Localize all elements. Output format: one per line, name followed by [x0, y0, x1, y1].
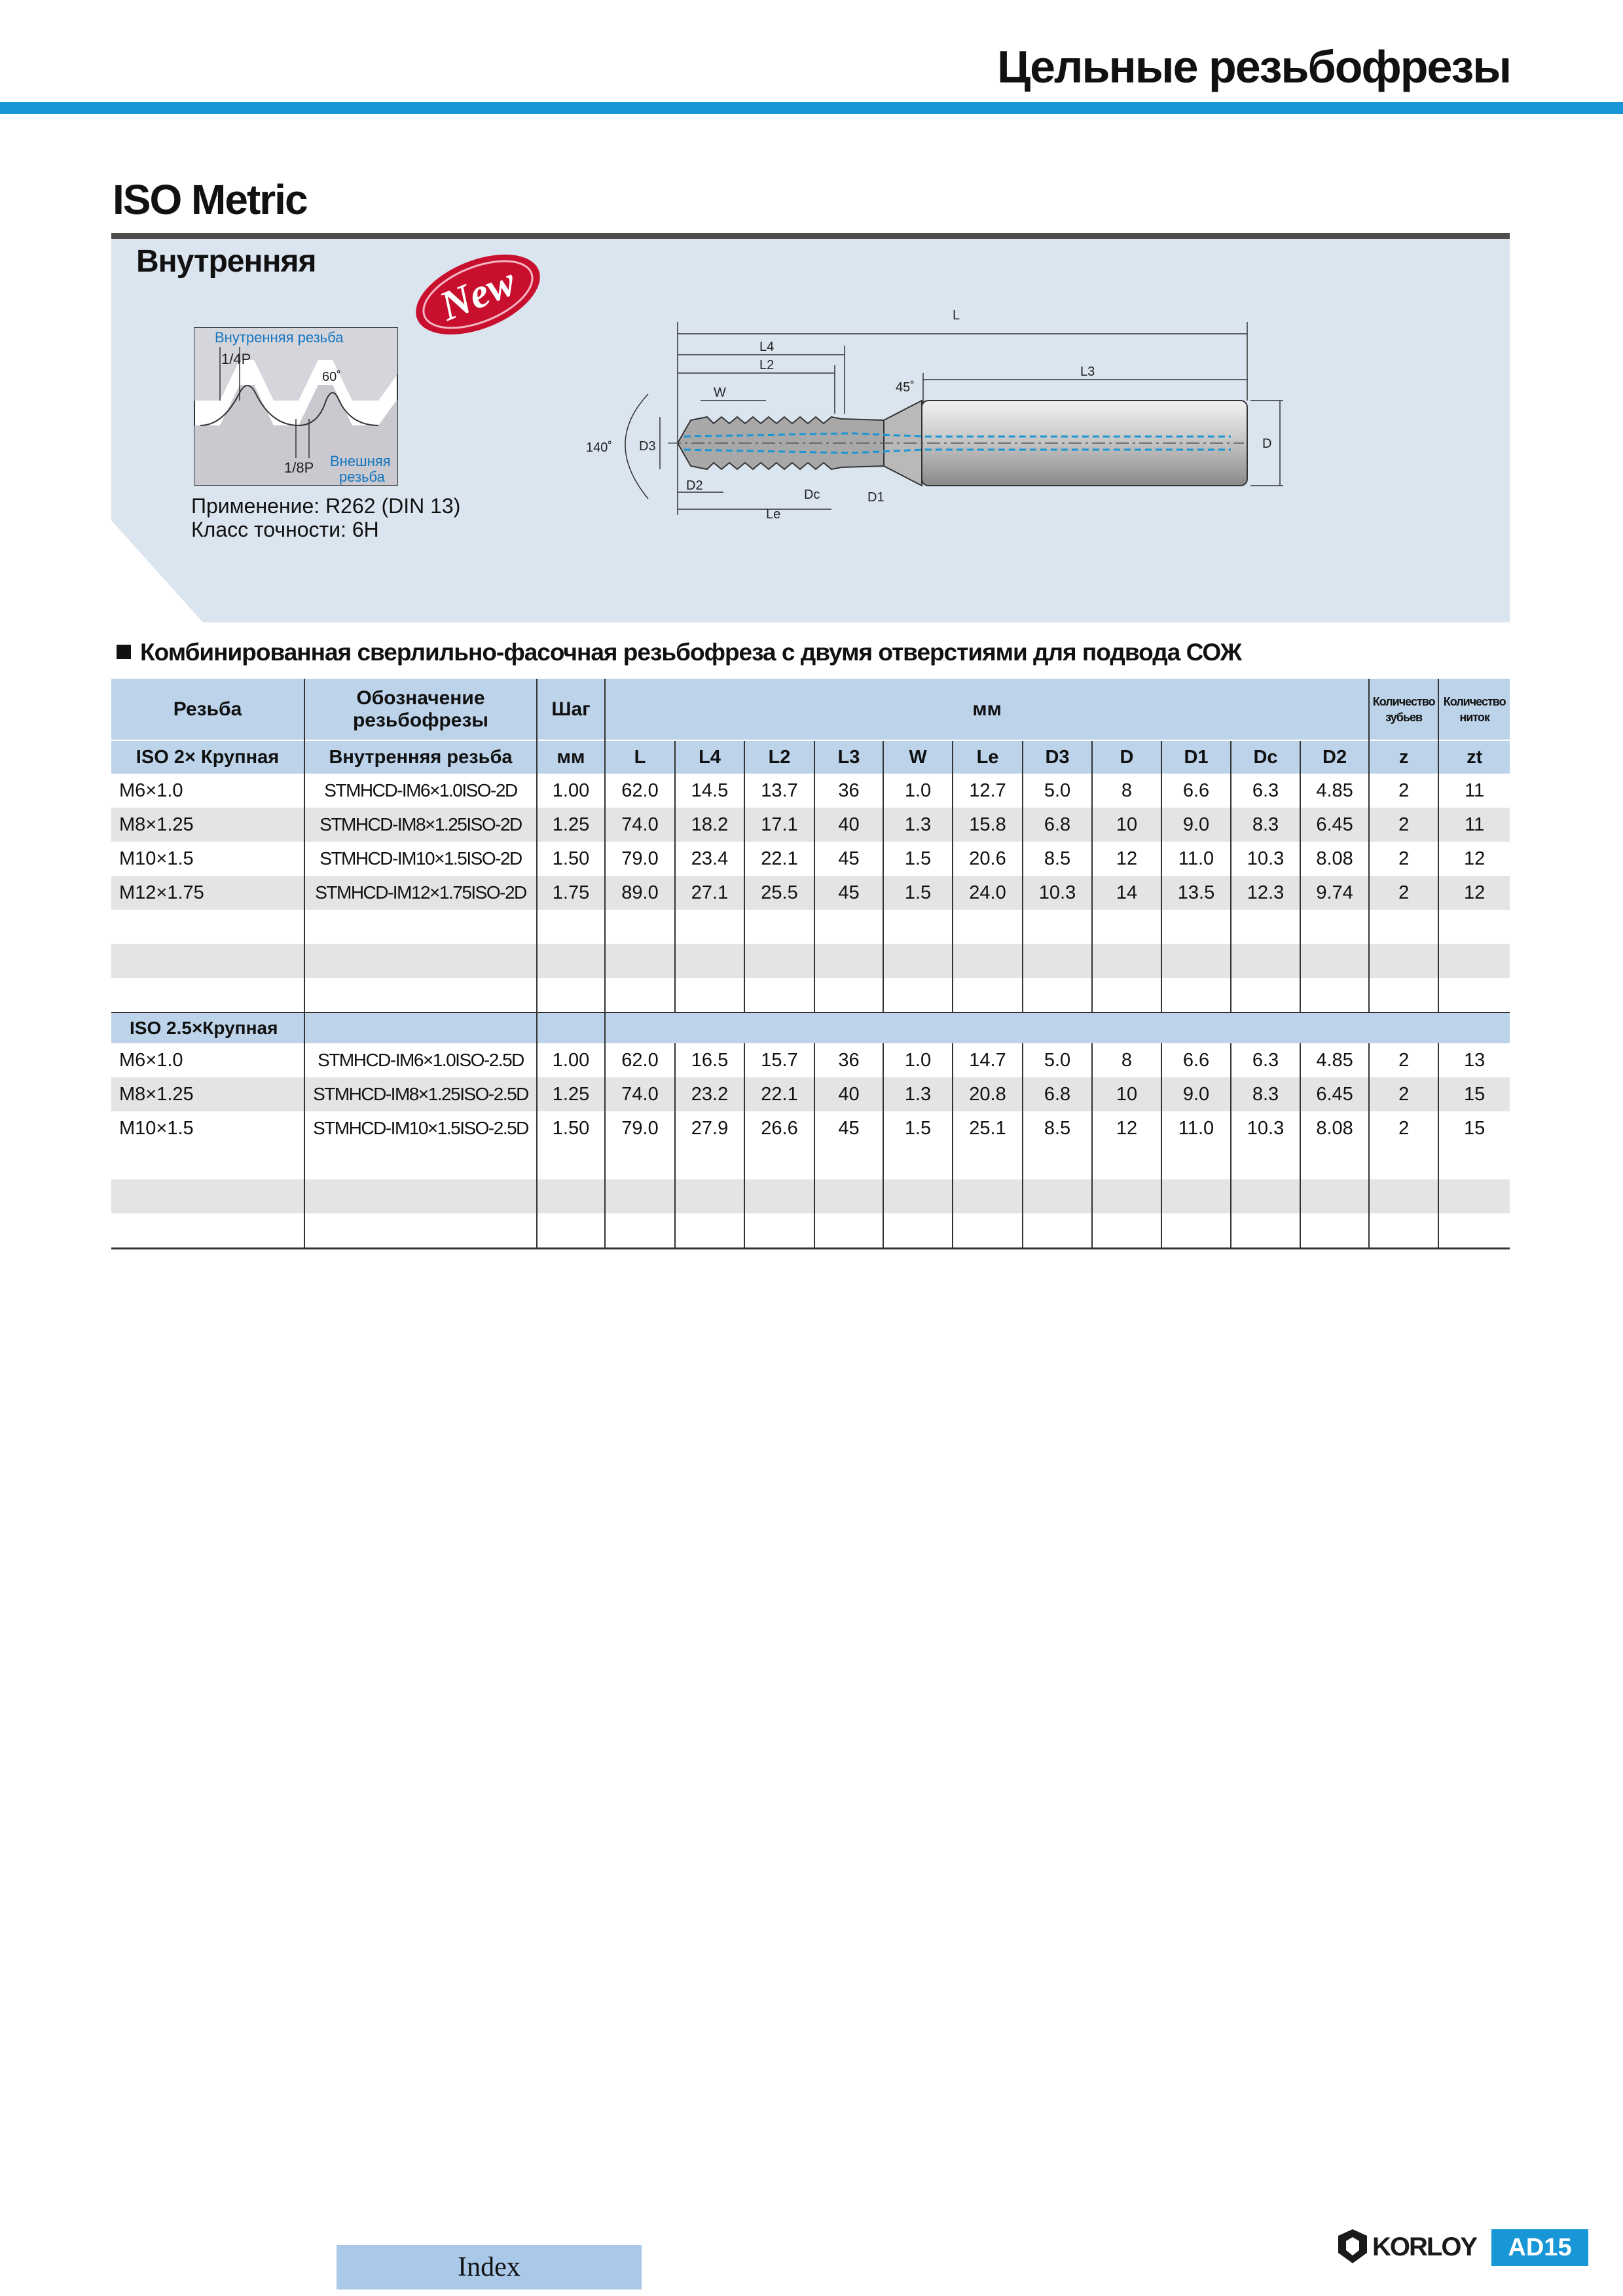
col-Dc: Dc	[1231, 740, 1300, 774]
header-thread: Резьба	[111, 679, 304, 740]
cell-value: 9.0	[1161, 808, 1231, 842]
cell-thread: M6×1.0	[119, 780, 183, 801]
cell-value: 22.1	[744, 842, 814, 876]
cell-thread: M6×1.0	[119, 1049, 183, 1071]
cell-designation: STMHCD-IM8×1.25ISO-2.5D	[304, 1077, 537, 1111]
cell-value	[1300, 1145, 1369, 1179]
col-zt: zt	[1438, 740, 1510, 774]
cell-value	[1300, 1213, 1369, 1249]
cell-value: 10	[1092, 808, 1161, 842]
cell-value	[744, 910, 814, 944]
cell-designation	[304, 978, 537, 1013]
table-row	[111, 808, 1510, 842]
group-cell	[537, 1013, 605, 1043]
cell-value: 27.1	[675, 876, 744, 910]
cell-value	[883, 1145, 953, 1179]
cell-value: 6.6	[1161, 774, 1231, 808]
cell-value: 22.1	[744, 1077, 814, 1111]
application-text: Применение: R262 (DIN 13)	[191, 494, 461, 518]
thread-profile-diagram	[194, 327, 398, 486]
cell-value: 2	[1369, 1043, 1438, 1077]
cell-value: 1.25	[537, 808, 605, 842]
dim-L: L	[953, 308, 960, 323]
cell-value	[953, 1179, 1023, 1213]
cell-value	[1023, 1213, 1092, 1249]
cell-value: 4.85	[1300, 1043, 1369, 1077]
cell-value: 20.6	[953, 842, 1023, 876]
dim-L2: L2	[759, 358, 775, 372]
cell-value	[953, 944, 1023, 978]
header-teeth: Количество зубьев	[1369, 679, 1438, 740]
korloy-logo	[1333, 2227, 1484, 2266]
cell-designation: STMHCD-IM6×1.0ISO-2.5D	[304, 1043, 537, 1077]
cell-value: 23.4	[675, 842, 744, 876]
cell-value	[1161, 1145, 1231, 1179]
cell-value: 1.3	[883, 808, 953, 842]
table-row	[111, 910, 1510, 944]
cell-value: 27.9	[675, 1111, 744, 1145]
table-row	[111, 1077, 1510, 1111]
cell-value	[537, 910, 605, 944]
cell-value: 20.8	[953, 1077, 1023, 1111]
cell-value: 2	[1369, 842, 1438, 876]
cell-value: 1.75	[537, 876, 605, 910]
cell-value	[537, 978, 605, 1013]
label-internal-thread: Внутренняя резьба	[215, 329, 344, 346]
dim-140: 140˚	[586, 440, 613, 455]
cell-value: 15.8	[953, 808, 1023, 842]
cell-value: 6.45	[1300, 808, 1369, 842]
cell-value: 1.5	[883, 1111, 953, 1145]
cell-value	[1438, 978, 1510, 1013]
cell-value	[953, 1145, 1023, 1179]
cell-value	[1161, 1179, 1231, 1213]
cell-value: 14	[1092, 876, 1161, 910]
cell-value: 89.0	[605, 876, 675, 910]
cell-value: 11	[1438, 808, 1510, 842]
cell-thread: M8×1.25	[111, 1077, 304, 1111]
header-threads: Количество ниток	[1438, 679, 1510, 740]
cell-value	[1369, 1145, 1438, 1179]
cell-value: 15.7	[744, 1043, 814, 1077]
cell-value: 45	[814, 842, 883, 876]
cell-value: 1.50	[537, 842, 605, 876]
col-D: D	[1092, 740, 1161, 774]
cell-thread: M8×1.25	[111, 808, 304, 842]
cell-value	[1161, 944, 1231, 978]
cell-value	[744, 1145, 814, 1179]
cell-value: 13.7	[744, 774, 814, 808]
cell-value	[1023, 1145, 1092, 1179]
cell-value: 1.00	[537, 1043, 605, 1077]
cell-value: 6.3	[1231, 774, 1300, 808]
cell-value: 8.08	[1300, 1111, 1369, 1145]
cell-value: 18.2	[675, 808, 744, 842]
cell-designation: STMHCD-IM10×1.5ISO-2D	[304, 842, 537, 876]
cell-designation	[304, 1213, 537, 1249]
subheader-pitch-unit: мм	[537, 740, 605, 774]
cell-value: 6.45	[1300, 1077, 1369, 1111]
cell-thread	[111, 1213, 304, 1249]
cell-value: 8.3	[1231, 1077, 1300, 1111]
cell-value: 2	[1369, 774, 1438, 808]
header-pitch: Шаг	[537, 679, 605, 740]
cell-value	[1092, 1145, 1161, 1179]
cell-value: 9.0	[1161, 1077, 1231, 1111]
header-mm: мм	[605, 679, 1369, 740]
cell-designation	[304, 910, 537, 944]
cell-thread	[111, 1145, 304, 1179]
table-row	[111, 876, 1510, 910]
cell-value	[1161, 910, 1231, 944]
cell-value	[744, 944, 814, 978]
table-group-row	[111, 1013, 1510, 1043]
cell-value: 36	[814, 1043, 883, 1077]
cell-value: 1.50	[537, 1111, 605, 1145]
cell-value	[744, 1213, 814, 1249]
cell-value	[814, 978, 883, 1013]
cell-value	[675, 910, 744, 944]
cell-value	[953, 910, 1023, 944]
dim-D: D	[1262, 437, 1272, 451]
cell-value	[1161, 978, 1231, 1013]
cell-value: 2	[1369, 808, 1438, 842]
cell-value	[1023, 1179, 1092, 1213]
cell-value: 2	[1369, 876, 1438, 910]
col-L: L	[605, 740, 675, 774]
cell-value: 74.0	[605, 808, 675, 842]
cell-thread	[111, 910, 304, 944]
cell-value	[1231, 1179, 1300, 1213]
cell-value: 5.0	[1023, 1043, 1092, 1077]
col-D1: D1	[1161, 740, 1231, 774]
cell-value: 1.5	[883, 876, 953, 910]
cell-value: 1.25	[537, 1077, 605, 1111]
cell-value	[1023, 910, 1092, 944]
cell-value: 13	[1438, 1043, 1510, 1077]
cell-value: 1.0	[883, 774, 953, 808]
label-external-thread-1: Внешняя	[330, 453, 391, 469]
cell-value: 36	[814, 774, 883, 808]
index-link[interactable]: Index	[337, 2245, 642, 2289]
cell-value: 8	[1092, 1043, 1161, 1077]
cell-value: 45	[814, 876, 883, 910]
cell-value: 2	[1369, 1111, 1438, 1145]
cell-value	[675, 944, 744, 978]
cell-value: 2	[1369, 1077, 1438, 1111]
label-angle: 60˚	[322, 370, 341, 384]
table-row	[111, 1145, 1510, 1179]
label-eighth-pitch: 1/8P	[284, 459, 314, 476]
table-row	[111, 1179, 1510, 1213]
cell-value: 12	[1092, 1111, 1161, 1145]
cell-value	[1300, 1179, 1369, 1213]
cell-value: 24.0	[953, 876, 1023, 910]
cell-value	[814, 1179, 883, 1213]
cell-designation: STMHCD-IM12×1.75ISO-2D	[304, 876, 537, 910]
table-row	[111, 1111, 1510, 1145]
page-number: AD15	[1491, 2229, 1588, 2266]
cell-value	[1023, 944, 1092, 978]
table-row	[111, 944, 1510, 978]
cell-value: 8.3	[1231, 808, 1300, 842]
table-header-row	[111, 679, 1510, 740]
cell-value	[744, 1179, 814, 1213]
cell-designation	[304, 1145, 537, 1179]
cell-value: 6.3	[1231, 1043, 1300, 1077]
cell-value: 1.0	[883, 1043, 953, 1077]
cell-value: 8.5	[1023, 842, 1092, 876]
cell-value: 9.74	[1300, 876, 1369, 910]
cell-designation	[304, 944, 537, 978]
cell-value: 8.08	[1300, 842, 1369, 876]
cell-value: 40	[814, 1077, 883, 1111]
cell-value	[605, 1213, 675, 1249]
cell-value: 12.7	[953, 774, 1023, 808]
cell-value: 4.85	[1300, 774, 1369, 808]
cell-value	[883, 944, 953, 978]
cell-value: 79.0	[605, 842, 675, 876]
col-L2: L2	[744, 740, 814, 774]
table-heading-text: Комбинированная сверлильно-фасочная резьбофреза с двумя отверстиями для подвода СОЖ	[140, 639, 1242, 666]
cell-value	[605, 978, 675, 1013]
table-row	[111, 842, 1510, 876]
dim-Dc: Dc	[804, 488, 820, 502]
dim-Le: Le	[766, 507, 781, 522]
cell-value: 16.5	[675, 1043, 744, 1077]
tool-drawing	[576, 302, 1303, 531]
group-cell	[304, 1013, 537, 1043]
dim-D1: D1	[867, 490, 884, 505]
cell-value: 14.7	[953, 1043, 1023, 1077]
cell-value	[1438, 944, 1510, 978]
cell-value: 8	[1092, 774, 1161, 808]
cell-value: 6.8	[1023, 808, 1092, 842]
table-row	[111, 1213, 1510, 1249]
cell-value	[1231, 1145, 1300, 1179]
cell-value: 62.0	[605, 774, 675, 808]
cell-value: 12	[1438, 842, 1510, 876]
subheader-group: ISO 2× Крупная	[111, 740, 304, 774]
cell-value	[537, 1145, 605, 1179]
cell-value	[953, 1213, 1023, 1249]
header-designation: Обозначение резьбофрезы	[304, 679, 537, 740]
cell-value	[744, 978, 814, 1013]
dim-45: 45˚	[896, 380, 915, 395]
cell-value	[537, 1179, 605, 1213]
cell-value	[1092, 944, 1161, 978]
subsection-title: Внутренняя	[136, 244, 316, 279]
cell-value: 1.3	[883, 1077, 953, 1111]
cell-value: 23.2	[675, 1077, 744, 1111]
cell-value	[1369, 978, 1438, 1013]
dim-D3: D3	[639, 439, 656, 454]
cell-value	[605, 1145, 675, 1179]
tolerance-text: Класс точности: 6H	[191, 518, 379, 541]
table-row	[111, 774, 1510, 808]
cell-thread: M10×1.5	[119, 1117, 194, 1139]
cell-value	[883, 978, 953, 1013]
table-row	[111, 1043, 1510, 1077]
cell-value: 15	[1438, 1111, 1510, 1145]
cell-designation	[304, 1179, 537, 1213]
cell-value	[814, 910, 883, 944]
cell-value: 1.00	[537, 774, 605, 808]
cell-value: 25.5	[744, 876, 814, 910]
cell-value: 10	[1092, 1077, 1161, 1111]
cell-value	[1231, 1213, 1300, 1249]
cell-value: 17.1	[744, 808, 814, 842]
cell-value: 5.0	[1023, 774, 1092, 808]
cell-value	[1369, 1179, 1438, 1213]
cell-value: 62.0	[605, 1043, 675, 1077]
spec-table	[111, 679, 1510, 1249]
badge-label: New	[433, 257, 522, 330]
cell-thread	[111, 1179, 304, 1213]
cell-value	[1369, 944, 1438, 978]
dim-D2: D2	[686, 478, 703, 493]
cell-value	[883, 1213, 953, 1249]
cell-value	[1438, 1213, 1510, 1249]
cell-value	[1300, 944, 1369, 978]
cell-value: 40	[814, 808, 883, 842]
col-z: z	[1369, 740, 1438, 774]
cell-value	[1231, 944, 1300, 978]
cell-designation: STMHCD-IM10×1.5ISO-2.5D	[304, 1111, 537, 1145]
cell-value	[605, 1179, 675, 1213]
table-heading	[117, 639, 1241, 666]
section-title: ISO Metric	[113, 176, 307, 223]
cell-value: 26.6	[744, 1111, 814, 1145]
cell-value	[1092, 1213, 1161, 1249]
cell-value: 11.0	[1161, 842, 1231, 876]
cell-value: 13.5	[1161, 876, 1231, 910]
cell-value	[675, 1179, 744, 1213]
cell-value	[1438, 910, 1510, 944]
cell-value	[1023, 978, 1092, 1013]
cell-value	[537, 944, 605, 978]
cell-value	[675, 978, 744, 1013]
cell-value	[814, 1213, 883, 1249]
cell-value: 6.6	[1161, 1043, 1231, 1077]
table-row	[111, 978, 1510, 1013]
cell-value	[953, 978, 1023, 1013]
cell-value	[1300, 910, 1369, 944]
cell-value: 10.3	[1231, 1111, 1300, 1145]
subheader-designation: Внутренняя резьба	[304, 740, 537, 774]
label-quarter-pitch: 1/4P	[221, 351, 251, 367]
cell-thread: M10×1.5	[119, 848, 194, 869]
cell-value: 25.1	[953, 1111, 1023, 1145]
cell-thread	[111, 944, 304, 978]
cell-value	[814, 944, 883, 978]
cell-value: 8.5	[1023, 1111, 1092, 1145]
cell-value: 10.3	[1023, 876, 1092, 910]
cell-value	[1161, 1213, 1231, 1249]
col-L3: L3	[814, 740, 883, 774]
dim-L4: L4	[759, 340, 775, 354]
col-D3: D3	[1023, 740, 1092, 774]
cell-value	[1231, 910, 1300, 944]
cell-value	[1438, 1179, 1510, 1213]
cell-value: 1.5	[883, 842, 953, 876]
col-D2: D2	[1300, 740, 1369, 774]
cell-value: 14.5	[675, 774, 744, 808]
cell-value	[1438, 1145, 1510, 1179]
group-cell	[605, 1013, 1510, 1043]
section-rule	[111, 233, 1510, 239]
cell-value	[883, 1179, 953, 1213]
cell-value: 45	[814, 1111, 883, 1145]
cell-value: 74.0	[605, 1077, 675, 1111]
col-L4: L4	[675, 740, 744, 774]
table-subheader-row	[111, 740, 1510, 774]
page-title: Цельные резьбофрезы	[997, 41, 1510, 92]
cell-value: 12	[1438, 876, 1510, 910]
cell-value: 11.0	[1161, 1111, 1231, 1145]
cell-value: 10.3	[1231, 842, 1300, 876]
cell-value: 15	[1438, 1077, 1510, 1111]
bullet-square-icon	[117, 645, 131, 659]
col-Le: Le	[953, 740, 1023, 774]
cell-value: 11	[1438, 774, 1510, 808]
cell-value	[814, 1145, 883, 1179]
cell-value	[1369, 910, 1438, 944]
dim-L3: L3	[1080, 365, 1095, 379]
cell-value	[883, 910, 953, 944]
cell-value	[605, 944, 675, 978]
cell-value: 6.8	[1023, 1077, 1092, 1111]
cell-value	[1369, 1213, 1438, 1249]
cell-value	[1231, 978, 1300, 1013]
cell-designation: STMHCD-IM6×1.0ISO-2D	[304, 774, 537, 808]
cell-value: 12	[1092, 842, 1161, 876]
dim-W: W	[714, 386, 726, 400]
col-W: W	[883, 740, 953, 774]
label-external-thread-2: резьба	[339, 469, 385, 485]
header-rule	[0, 102, 1623, 114]
cell-thread	[111, 978, 304, 1013]
cell-value	[537, 1213, 605, 1249]
new-badge	[406, 247, 550, 339]
cell-value	[1092, 910, 1161, 944]
group-label: ISO 2.5×Крупная	[111, 1013, 304, 1043]
cell-designation: STMHCD-IM8×1.25ISO-2D	[304, 808, 537, 842]
cell-value: 79.0	[605, 1111, 675, 1145]
cell-value	[675, 1145, 744, 1179]
cell-value	[605, 910, 675, 944]
cell-value	[1300, 978, 1369, 1013]
cell-value	[1092, 978, 1161, 1013]
cell-value: 12.3	[1231, 876, 1300, 910]
cell-value	[675, 1213, 744, 1249]
svg-text:KORLOY: KORLOY	[1372, 2233, 1477, 2261]
cell-value	[1092, 1179, 1161, 1213]
cell-thread: M12×1.75	[111, 876, 304, 910]
